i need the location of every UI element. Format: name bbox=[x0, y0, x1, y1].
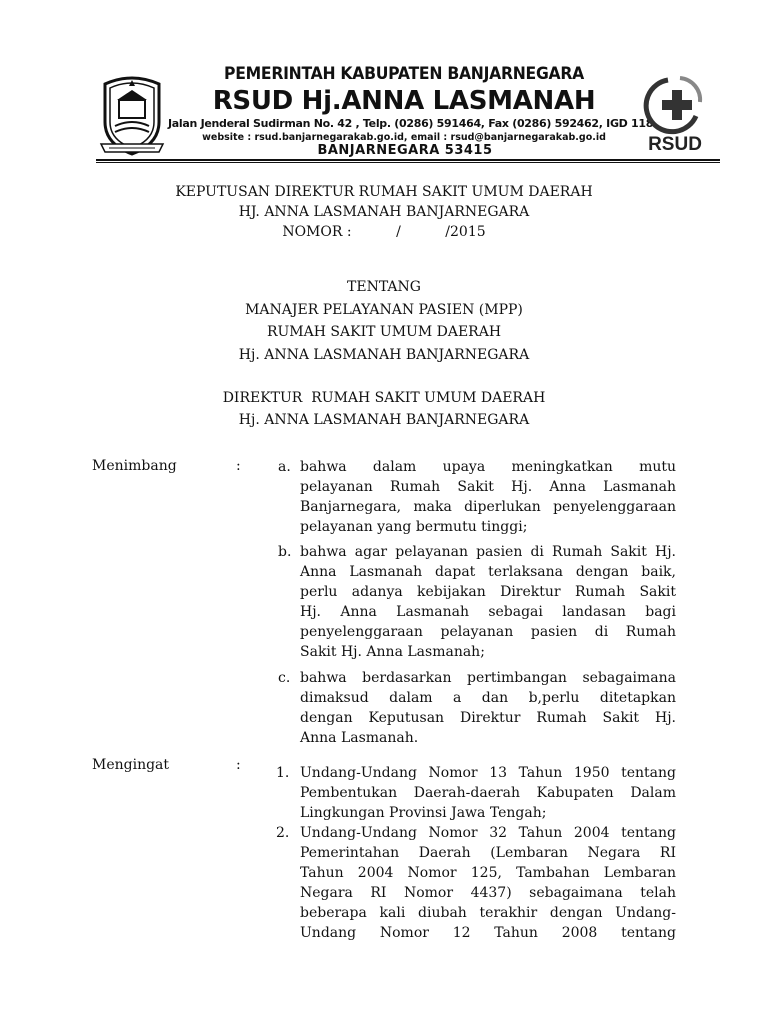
mengingat-label: Mengingat bbox=[92, 757, 170, 773]
subject-heading: TENTANG bbox=[347, 279, 421, 295]
text-line: Banjarnegara, maka diperlukan penyelenggaraan bbox=[300, 499, 676, 515]
menimbang-item-b bbox=[300, 542, 676, 662]
decree-number: NOMOR : / /2015 bbox=[282, 224, 486, 240]
text-line: Undang-Undang Nomor 32 Tahun 2004 tentang bbox=[300, 825, 676, 841]
hospital-name: RSUD Hj.ANNA LASMANAH bbox=[212, 86, 596, 116]
text-line: pelayanan Rumah Sakit Hj. Anna Lasmanah bbox=[300, 479, 676, 495]
hospital-address: Jalan Jenderal Sudirman No. 42 , Telp. (0286) 591464, Fax (0286) 592462, IGD 118 bbox=[168, 117, 654, 130]
menimbang-colon: : bbox=[236, 458, 241, 474]
text-line: Pemerintahan Daerah (Lembaran Negara RI bbox=[300, 845, 676, 861]
menimbang-item-c bbox=[300, 668, 676, 748]
menimbang-marker-b: b. bbox=[278, 544, 292, 560]
issuer-line-2: Hj. ANNA LASMANAH BANJARNEGARA bbox=[238, 412, 530, 428]
mengingat-colon: : bbox=[236, 757, 241, 773]
text-line: Lingkungan Provinsi Jawa Tengah; bbox=[300, 805, 547, 821]
menimbang-marker-a: a. bbox=[278, 459, 291, 475]
text-line: Undang-Undang Nomor 13 Tahun 1950 tentang bbox=[300, 765, 676, 781]
text-line: Anna Lasmanah dapat terlaksana dengan baik, bbox=[300, 564, 676, 580]
mengingat-item-2 bbox=[300, 823, 676, 943]
text-line: beberapa kali diubah terakhir dengan Undang- bbox=[300, 905, 676, 921]
hospital-website: website : rsud.banjarnegarakab.go.id, email : rsud@banjarnegarakab.go.id bbox=[202, 132, 606, 143]
svg-text:RSUD: RSUD bbox=[648, 134, 702, 155]
text-line: dimaksud dalam a dan b,perlu ditetapkan bbox=[300, 690, 676, 706]
decree-subject bbox=[0, 276, 768, 366]
text-line: Pembentukan Daerah-daerah Kabupaten Dalam bbox=[300, 785, 676, 801]
issuer-line-1: DIREKTUR RUMAH SAKIT UMUM DAERAH bbox=[222, 390, 546, 406]
text-line: perlu adanya kebijakan Direktur Rumah Sakit bbox=[300, 584, 676, 600]
letterhead-divider bbox=[96, 159, 720, 161]
text-line: Undang Nomor 12 Tahun 2008 tentang bbox=[300, 925, 676, 941]
subject-line-2: RUMAH SAKIT UMUM DAERAH bbox=[266, 324, 502, 340]
decree-title bbox=[0, 182, 768, 242]
decree-title-line-2: HJ. ANNA LASMANAH BANJARNEGARA bbox=[238, 204, 530, 220]
text-line: penyelenggaraan pelayanan pasien di Rumah bbox=[300, 624, 676, 640]
subject-line-3: Hj. ANNA LASMANAH BANJARNEGARA bbox=[238, 346, 530, 363]
text-line: pelayanan yang bermutu tinggi; bbox=[300, 519, 528, 535]
letterhead-divider-thin bbox=[96, 162, 720, 163]
mengingat-marker-1: 1. bbox=[276, 765, 290, 781]
rsud-logo-icon bbox=[638, 72, 712, 156]
text-line: Sakit Hj. Anna Lasmanah; bbox=[300, 644, 485, 660]
decree-title-line-1: KEPUTUSAN DIREKTUR RUMAH SAKIT UMUM DAERAH bbox=[175, 184, 593, 200]
text-line: Tahun 2004 Nomor 125, Tambahan Lembaran bbox=[300, 865, 676, 881]
menimbang-marker-c: c. bbox=[278, 670, 291, 686]
menimbang-label: Menimbang bbox=[92, 458, 177, 474]
text-line: Hj. Anna Lasmanah sebagai landasan bagi bbox=[300, 604, 676, 620]
text-line: bahwa agar pelayanan pasien di Rumah Sakit Hj. bbox=[300, 544, 676, 560]
text-line: bahwa dalam upaya meningkatkan mutu bbox=[300, 459, 676, 475]
regency-seal-icon bbox=[97, 70, 167, 158]
menimbang-item-a bbox=[300, 457, 676, 537]
text-line: bahwa berdasarkan pertimbangan sebagaimana bbox=[300, 670, 676, 686]
government-name: PEMERINTAH KABUPATEN BANJARNEGARA bbox=[224, 64, 584, 84]
text-line: Negara RI Nomor 4437) sebagaimana telah bbox=[300, 885, 676, 901]
mengingat-marker-2: 2. bbox=[276, 825, 290, 841]
issuer-block bbox=[0, 387, 768, 431]
subject-line-1: MANAJER PELAYANAN PASIEN (MPP) bbox=[245, 301, 523, 318]
hospital-city: BANJARNEGARA 53415 bbox=[317, 143, 493, 158]
text-line: dengan Keputusan Direktur Rumah Sakit Hj. bbox=[300, 710, 676, 726]
text-line: Anna Lasmanah. bbox=[300, 730, 419, 746]
mengingat-item-1 bbox=[300, 763, 676, 823]
